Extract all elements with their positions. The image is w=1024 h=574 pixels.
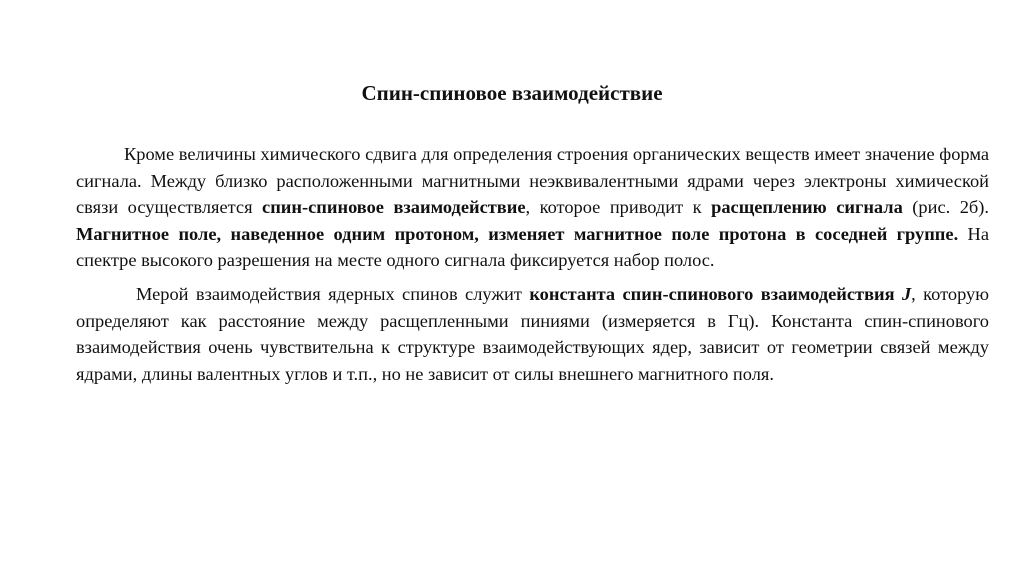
p2-text-2: , которую определяют как расстояние между расщепленными пиниями (измеряется в Гц). Константа спин-спинового взаимодействия очень чувствительна к структуре взаимодействующих ядер, зависит от геометрии связей между ядрами, длины валентных углов и т.п., но не зависит от силы внешнего магнитного поля. — [76, 283, 989, 384]
paragraph-2 — [76, 281, 989, 387]
paragraph-1 — [76, 141, 989, 274]
p1-term-splitting: расщеплению сигнала — [711, 197, 903, 218]
p1-text-1: Кроме величины химического сдвига для определения строения органических веществ имеет значение форма сигнала. Между близко расположенными магнитными неэквивалентными ядрами через электроны химической связи осуществляется — [76, 144, 989, 218]
p1-text-2: , которое приводит к — [525, 197, 712, 218]
p2-term-constant: константа спин-спинового взаимодействия — [529, 283, 902, 304]
p1-text-4: На спектре высокого разрешения на месте одного сигнала фиксируется набор полос. — [76, 223, 989, 271]
slide-title: Спин-спиновое взаимодействие — [361, 81, 663, 105]
p2-text-1: Мерой взаимодействия ядерных спинов служит — [136, 283, 530, 304]
p2-symbol-j: J — [901, 283, 912, 304]
slide-body — [76, 141, 989, 387]
p1-term-spin-spin: спин-спиновое взаимодействие — [262, 197, 526, 218]
p1-text-3: (рис. 2б). — [902, 197, 989, 218]
p1-bold-statement: Магнитное поле, наведенное одним протоном, изменяет магнитное поле протона в соседней группе. — [76, 223, 959, 244]
